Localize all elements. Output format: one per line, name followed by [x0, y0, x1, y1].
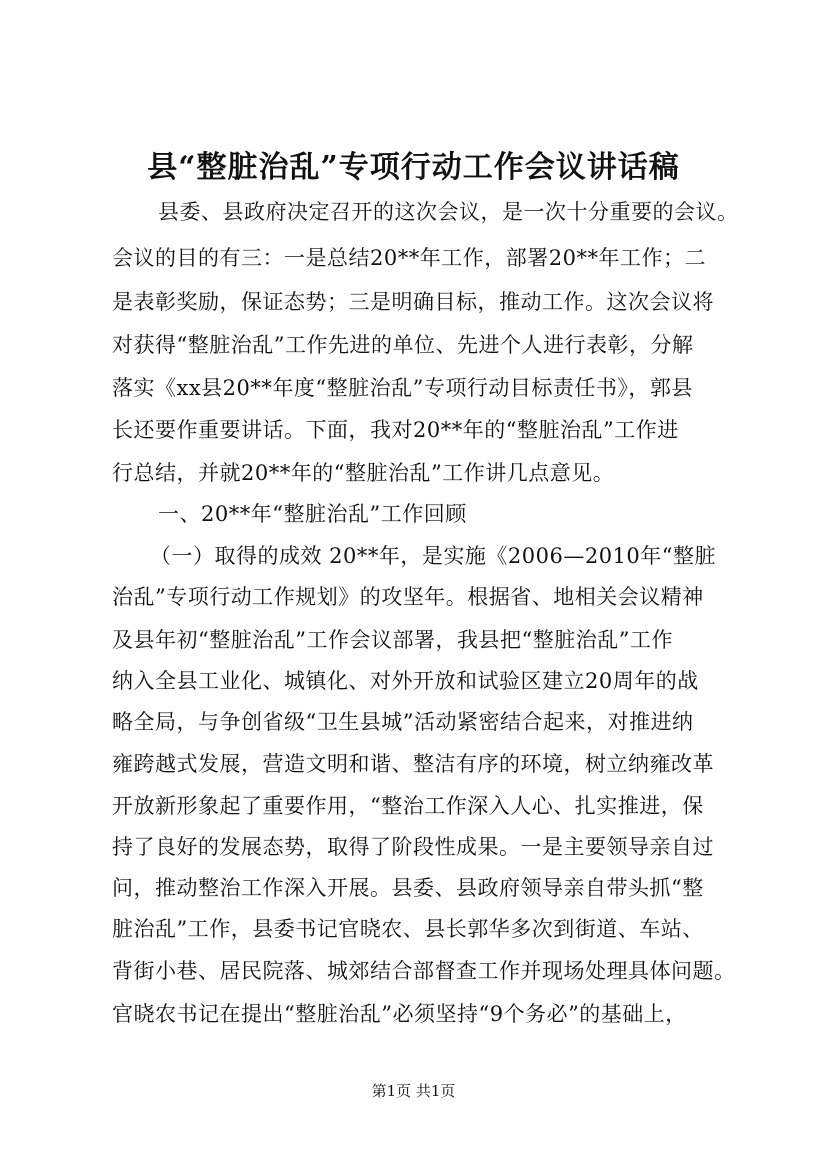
paragraph-line: 治乱”专项行动工作规划》的攻坚年。根据省、地相关会议精神	[112, 585, 704, 609]
paragraph-line: 略全局，与争创省级“卫生县城”活动紧密结合起来，对推进纳	[112, 710, 694, 734]
paragraph-line: 长还要作重要讲话。下面，我对20**年的“整脏治乱”工作进	[112, 418, 679, 442]
paragraph-line: 行总结，并就20**年的“整脏治乱”工作讲几点意见。	[112, 461, 615, 485]
page-footer: 第1页 共1页	[371, 1082, 456, 1100]
paragraph-line: 脏治乱”工作，县委书记官晓农、县长郭华多次到街道、车站、	[112, 917, 704, 941]
paragraph-line: 落实《xx县20**年度“整脏治乱”专项行动目标责任书》，郭县	[112, 376, 693, 400]
paragraph-line: 雍跨越式发展，营造文明和谐、整洁有序的环境，树立纳雍改革	[112, 752, 714, 776]
document-title: 县“整脏治乱”专项行动工作会议讲话稿	[147, 150, 680, 185]
paragraph-line: 对获得“整脏治乱”工作先进的单位、先进个人进行表彰，分解	[112, 333, 694, 357]
paragraph-line: 背街小巷、居民院落、城郊结合部督查工作并现场处理具体问题。	[112, 959, 736, 983]
paragraph-line: 及县年初“整脏治乱”工作会议部署，我县把“整脏治乱”工作	[112, 628, 673, 652]
paragraph-line: 问，推动整治工作深入开展。县委、县政府领导亲自带头抓“整	[112, 876, 704, 900]
paragraph-line: 官晓农书记在提出“整脏治乱”必须坚持“9个务必”的基础上，	[112, 1002, 687, 1026]
paragraph-line: 开放新形象起了重要作用，“整治工作深入人心、扎实推进，保	[112, 794, 704, 818]
paragraph-line: 纳入全县工业化、城镇化、对外开放和试验区建立20周年的战	[112, 669, 699, 693]
paragraph-line: 持了良好的发展态势，取得了阶段性成果。一是主要领导亲自过	[112, 835, 714, 859]
paragraph-line: （一）取得的成效 20**年，是实施《2006—2010年“整脏	[150, 544, 717, 568]
paragraph-line: 县委、县政府决定召开的这次会议，是一次十分重要的会议。	[158, 200, 739, 224]
section-heading: 一、20**年“整脏治乱”工作回顾	[158, 502, 467, 526]
paragraph-line: 是表彰奖励，保证态势；三是明确目标，推动工作。这次会议将	[112, 290, 714, 314]
paragraph-line: 会议的目的有三：一是总结20**年工作，部署20**年工作；二	[112, 246, 706, 270]
